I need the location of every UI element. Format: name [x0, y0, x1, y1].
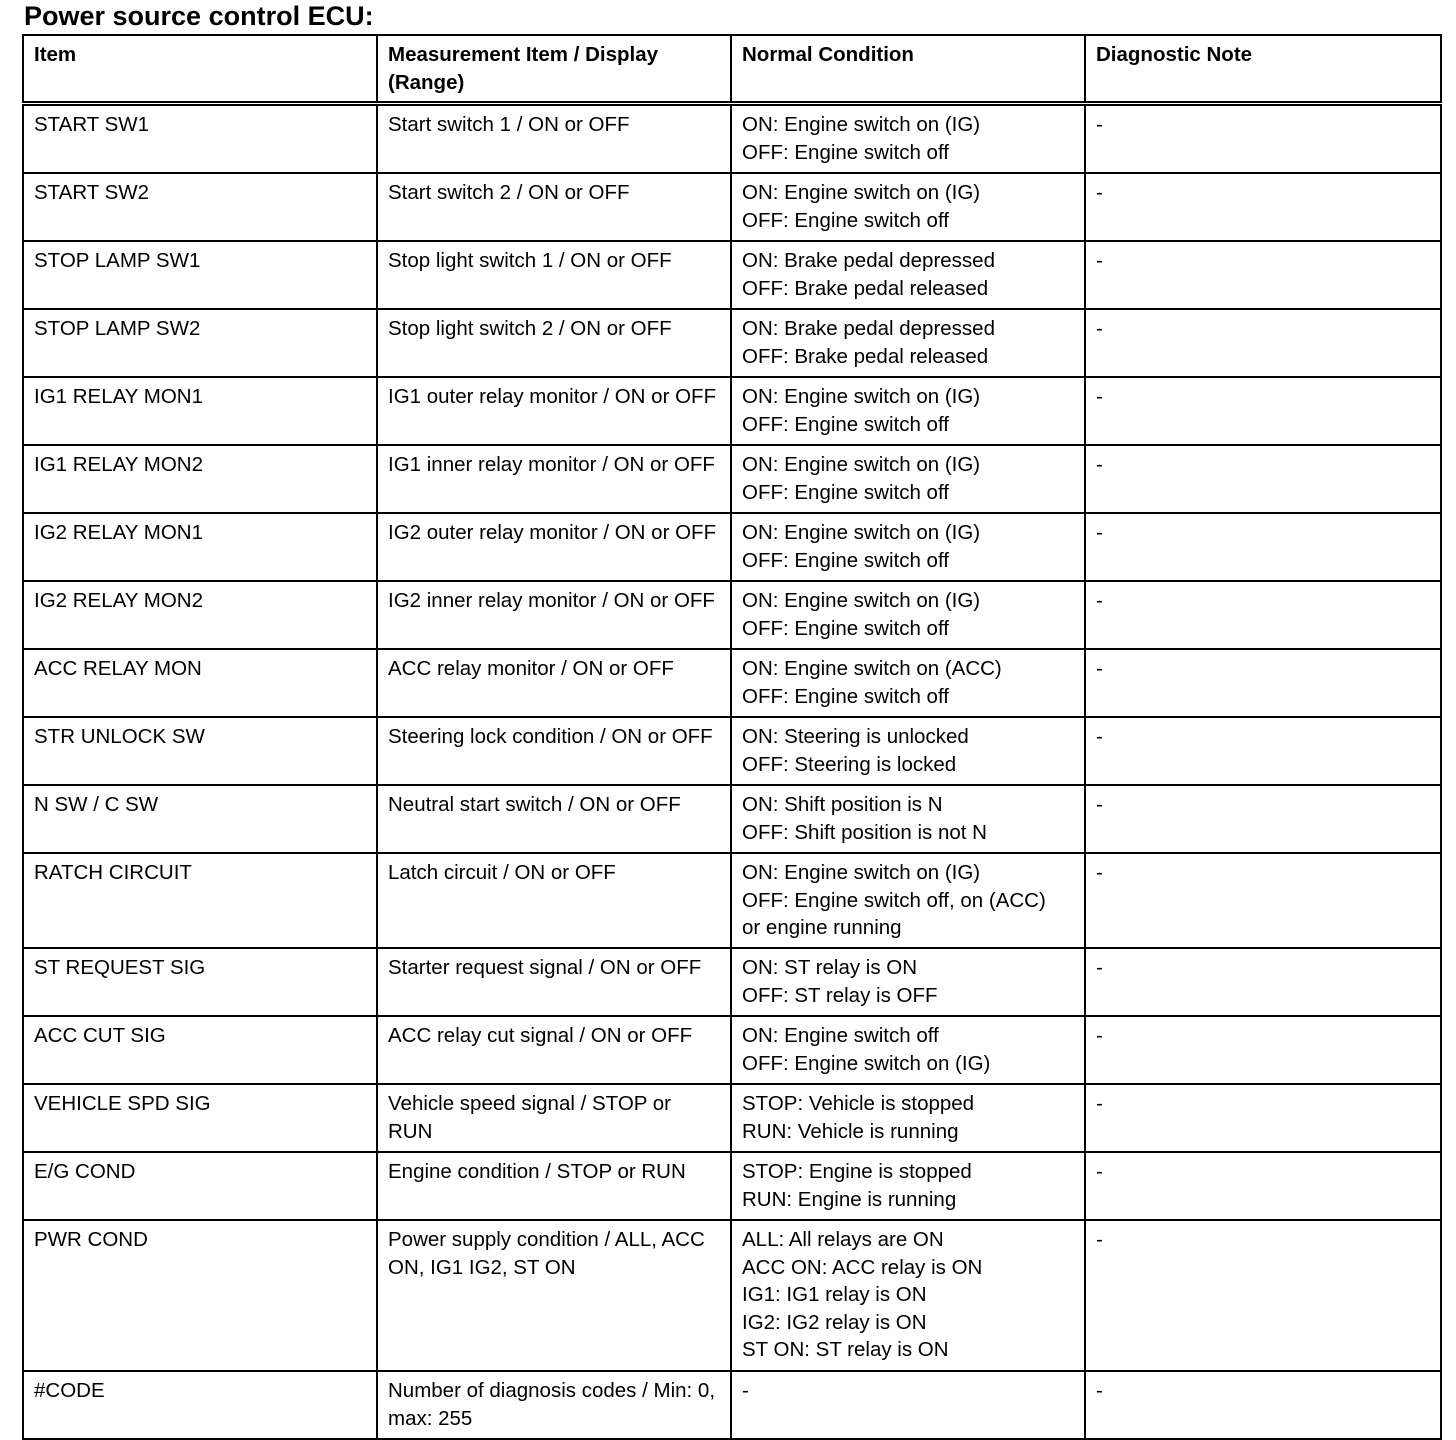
table-row: [23, 1371, 1441, 1439]
cell-measurement: Number of diagnosis codes / Min: 0, max: 255: [377, 1371, 731, 1439]
condition-line: OFF: Engine switch off: [742, 684, 949, 708]
cell-item: IG1 RELAY MON1: [23, 377, 377, 445]
cell-normal-condition: [731, 309, 1085, 377]
cell-normal-condition: [731, 513, 1085, 581]
condition-line: IG1: IG1 relay is ON: [742, 1283, 927, 1306]
cell-measurement: IG1 outer relay monitor / ON or OFF: [377, 377, 731, 445]
table-row: [23, 309, 1441, 377]
table-row: [23, 173, 1441, 241]
cell-measurement: Engine condition / STOP or RUN: [377, 1152, 731, 1220]
table-row: [23, 649, 1441, 717]
cell-normal-condition: [731, 853, 1085, 948]
cell-diagnostic-note: -: [1085, 377, 1441, 445]
cell-diagnostic-note: -: [1085, 1016, 1441, 1084]
condition-line: OFF: Engine switch on (IG): [742, 1051, 991, 1075]
cell-item: STOP LAMP SW1: [23, 241, 377, 309]
cell-normal-condition: [731, 649, 1085, 717]
cell-diagnostic-note: -: [1085, 948, 1441, 1016]
table-row: [23, 1220, 1441, 1371]
table-row: [23, 1016, 1441, 1084]
condition-line: OFF: Shift position is not N: [742, 820, 987, 844]
cell-normal-condition: [731, 1220, 1085, 1371]
cell-measurement: IG2 outer relay monitor / ON or OFF: [377, 513, 731, 581]
table-row: [23, 104, 1441, 174]
table-row: [23, 717, 1441, 785]
cell-item: IG2 RELAY MON2: [23, 581, 377, 649]
cell-normal-condition: [731, 785, 1085, 853]
condition-line: ON: Shift position is N: [742, 793, 943, 816]
cell-measurement: IG2 inner relay monitor / ON or OFF: [377, 581, 731, 649]
table-header-row: [23, 35, 1441, 104]
condition-line: ON: Engine switch on (IG): [742, 181, 981, 204]
condition-line: OFF: ST relay is OFF: [742, 983, 938, 1007]
condition-line: IG2: IG2 relay is ON: [742, 1310, 927, 1334]
cell-diagnostic-note: -: [1085, 173, 1441, 241]
cell-item: ACC CUT SIG: [23, 1016, 377, 1084]
condition-line: OFF: Engine switch off, on (ACC): [742, 888, 1046, 912]
cell-item: #CODE: [23, 1371, 377, 1439]
cell-item: N SW / C SW: [23, 785, 377, 853]
cell-diagnostic-note: -: [1085, 104, 1441, 174]
cell-normal-condition: [731, 104, 1085, 174]
condition-line: OFF: Engine switch off: [742, 616, 949, 640]
condition-line: ON: Engine switch on (ACC): [742, 657, 1002, 680]
cell-measurement: Start switch 1 / ON or OFF: [377, 104, 731, 174]
table-row: [23, 581, 1441, 649]
condition-line: ON: Engine switch on (IG): [742, 521, 981, 544]
cell-item: IG2 RELAY MON1: [23, 513, 377, 581]
table-row: [23, 853, 1441, 948]
cell-diagnostic-note: -: [1085, 309, 1441, 377]
cell-measurement: IG1 inner relay monitor / ON or OFF: [377, 445, 731, 513]
cell-measurement: Power supply condition / ALL, ACC ON, IG1 IG2, ST ON: [377, 1220, 731, 1371]
cell-measurement: Neutral start switch / ON or OFF: [377, 785, 731, 853]
cell-item: START SW1: [23, 104, 377, 174]
condition-line: OFF: Engine switch off: [742, 140, 949, 164]
table-row: [23, 785, 1441, 853]
cell-item: IG1 RELAY MON2: [23, 445, 377, 513]
condition-line: ON: Engine switch on (IG): [742, 589, 981, 612]
cell-diagnostic-note: -: [1085, 241, 1441, 309]
table-row: [23, 1152, 1441, 1220]
condition-line: ON: Brake pedal depressed: [742, 249, 995, 272]
cell-normal-condition: [731, 1152, 1085, 1220]
cell-diagnostic-note: -: [1085, 717, 1441, 785]
cell-normal-condition: [731, 445, 1085, 513]
condition-line: ON: Engine switch off: [742, 1024, 939, 1047]
cell-item: STOP LAMP SW2: [23, 309, 377, 377]
cell-diagnostic-note: -: [1085, 513, 1441, 581]
cell-diagnostic-note: -: [1085, 1152, 1441, 1220]
condition-line: OFF: Engine switch off: [742, 412, 949, 436]
cell-normal-condition: [731, 377, 1085, 445]
diagnostic-data-table: [22, 34, 1442, 1440]
cell-normal-condition: [731, 173, 1085, 241]
condition-line: OFF: Engine switch off: [742, 480, 949, 504]
header-item: Item: [23, 35, 377, 104]
table-row: [23, 1084, 1441, 1152]
cell-normal-condition: [731, 241, 1085, 309]
condition-line: ON: Engine switch on (IG): [742, 385, 981, 408]
cell-diagnostic-note: -: [1085, 853, 1441, 948]
header-diagnostic-note: Diagnostic Note: [1085, 35, 1441, 104]
table-row: [23, 445, 1441, 513]
cell-measurement: Starter request signal / ON or OFF: [377, 948, 731, 1016]
cell-measurement: Stop light switch 1 / ON or OFF: [377, 241, 731, 309]
condition-line: RUN: Vehicle is running: [742, 1119, 959, 1143]
condition-line: OFF: Brake pedal released: [742, 344, 989, 368]
condition-line: OFF: Engine switch off: [742, 548, 949, 572]
condition-line: -: [742, 1379, 749, 1402]
condition-line: STOP: Vehicle is stopped: [742, 1092, 975, 1115]
cell-diagnostic-note: -: [1085, 1371, 1441, 1439]
condition-line: or engine running: [742, 916, 902, 939]
cell-item: ST REQUEST SIG: [23, 948, 377, 1016]
condition-line: OFF: Engine switch off: [742, 208, 949, 232]
cell-item: START SW2: [23, 173, 377, 241]
cell-diagnostic-note: -: [1085, 445, 1441, 513]
cell-item: VEHICLE SPD SIG: [23, 1084, 377, 1152]
condition-line: STOP: Engine is stopped: [742, 1160, 972, 1183]
condition-line: ACC ON: ACC relay is ON: [742, 1255, 983, 1279]
condition-line: ALL: All relays are ON: [742, 1228, 944, 1251]
table-row: [23, 513, 1441, 581]
cell-measurement: Steering lock condition / ON or OFF: [377, 717, 731, 785]
cell-normal-condition: [731, 1084, 1085, 1152]
condition-line: ON: Engine switch on (IG): [742, 113, 981, 136]
condition-line: ON: Brake pedal depressed: [742, 317, 995, 340]
page-title: Power source control ECU:: [24, 1, 374, 31]
condition-line: OFF: Brake pedal released: [742, 276, 989, 300]
condition-line: ON: Steering is unlocked: [742, 725, 969, 748]
cell-item: RATCH CIRCUIT: [23, 853, 377, 948]
condition-line: ON: Engine switch on (IG): [742, 453, 981, 476]
table-row: [23, 377, 1441, 445]
condition-line: ON: ST relay is ON: [742, 956, 918, 979]
header-normal-condition: Normal Condition: [731, 35, 1085, 104]
cell-diagnostic-note: -: [1085, 1084, 1441, 1152]
condition-line: OFF: Steering is locked: [742, 752, 957, 776]
cell-normal-condition: [731, 1371, 1085, 1439]
cell-item: ACC RELAY MON: [23, 649, 377, 717]
condition-line: RUN: Engine is running: [742, 1187, 957, 1211]
cell-diagnostic-note: -: [1085, 1220, 1441, 1371]
cell-item: PWR COND: [23, 1220, 377, 1371]
cell-measurement: Vehicle speed signal / STOP or RUN: [377, 1084, 731, 1152]
cell-measurement: ACC relay cut signal / ON or OFF: [377, 1016, 731, 1084]
table-row: [23, 241, 1441, 309]
cell-diagnostic-note: -: [1085, 649, 1441, 717]
cell-normal-condition: [731, 1016, 1085, 1084]
cell-normal-condition: [731, 948, 1085, 1016]
condition-line: ON: Engine switch on (IG): [742, 861, 981, 884]
cell-normal-condition: [731, 717, 1085, 785]
cell-item: E/G COND: [23, 1152, 377, 1220]
cell-measurement: Latch circuit / ON or OFF: [377, 853, 731, 948]
table-row: [23, 948, 1441, 1016]
cell-diagnostic-note: -: [1085, 785, 1441, 853]
cell-item: STR UNLOCK SW: [23, 717, 377, 785]
cell-measurement: ACC relay monitor / ON or OFF: [377, 649, 731, 717]
cell-measurement: Start switch 2 / ON or OFF: [377, 173, 731, 241]
cell-normal-condition: [731, 581, 1085, 649]
cell-measurement: Stop light switch 2 / ON or OFF: [377, 309, 731, 377]
cell-diagnostic-note: -: [1085, 581, 1441, 649]
header-measurement: Measurement Item / Display (Range): [377, 35, 731, 104]
condition-line: ST ON: ST relay is ON: [742, 1338, 949, 1361]
